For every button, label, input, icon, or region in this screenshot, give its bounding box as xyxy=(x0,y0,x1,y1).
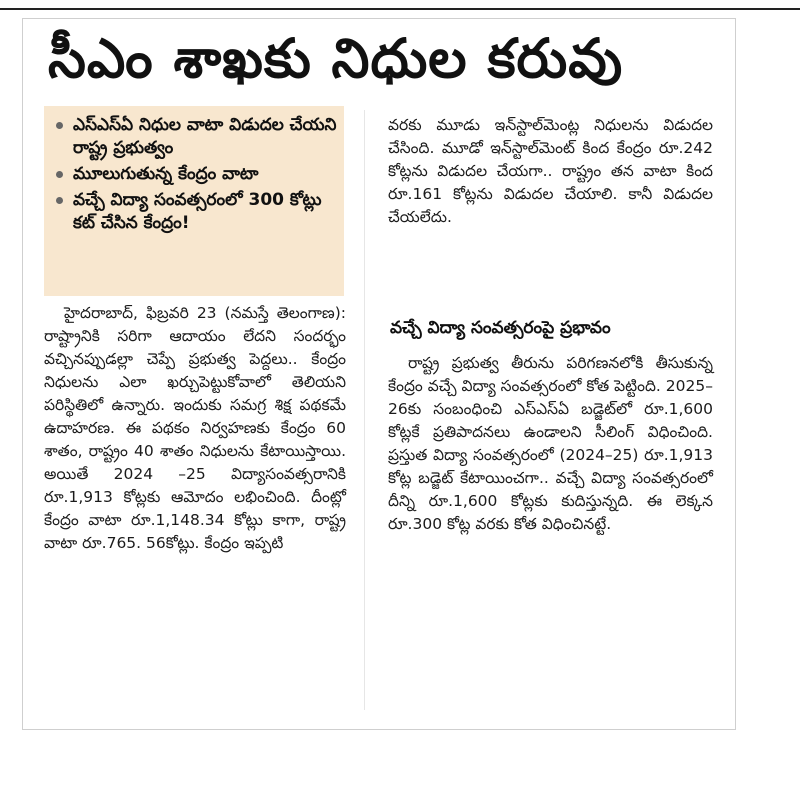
headline: సీఎం శాఖకు నిధుల కరువు xyxy=(48,27,624,90)
column-divider xyxy=(364,110,365,710)
article-column-right-top xyxy=(388,114,713,304)
bullet-icon xyxy=(56,122,63,129)
bullet-icon xyxy=(56,171,63,178)
bullet-icon xyxy=(56,197,63,204)
body-paragraph: వరకు మూడు ఇన్‌స్టాల్‌మెంట్ల నిధులను విడుదల చేసింది. మూడో ఇన్‌స్టాల్‌మెంట్ కింద కేంద్రం రూ.242 కోట్లను విడుదల చేయగా.. రాష్ట్రం తన వాటా కింద రూ.161 కోట్లను విడుదల చేయాలి. కానీ విడుదల చేయలేదు. xyxy=(388,116,713,226)
highlight-text: ఎస్ఎస్ఏ నిధుల వాటా విడుదల చేయని రాష్ట్ర ప్రభుత్వం xyxy=(73,115,337,158)
body-paragraph: హైదరాబాద్, ఫిబ్రవరి 23 (నమస్తే తెలంగాణ): రాష్ట్రానికి సరిగా ఆదాయం లేదని సందర్భం వచ్చినప్పుడల్లా చెప్పే ప్రభుత్వ పెద్దలు.. కేంద్రం నిధులను ఎలా ఖర్చుపెట్టుకోవాలో తెలియని పరిస్థితిలో ఉన్నారు. ఇందుకు సమగ్ర శిక్ష పథకమే ఉదాహరణ. ఈ పథకం నిర్వహణకు కేంద్రం 60 శాతం, రాష్ట్రం 40 శాతం నిధులను కేటాయిస్తాయి. అయితే 2024 –25 విద్యాసంవత్సరానికి రూ.1,913 కోట్లకు ఆమోదం లభించింది. దీంట్లో కేంద్రం వాటా రూ.1,148.34 కోట్లు కాగా, రాష్ట్ర వాటా రూ.765. 56కోట్లు. కేంద్రం ఇప్పటి xyxy=(44,304,346,552)
highlight-text: వచ్చే విద్యా సంవత్సరంలో 300 కోట్లు కట్ చేసిన కేంద్రం! xyxy=(73,190,322,233)
body-paragraph: రాష్ట్ర ప్రభుత్వ తీరును పరిగణనలోకి తీసుకున్న కేంద్రం వచ్చే విద్యా సంవత్సరంలో కోత పెట్టింది. 2025–26కు సంబంధించి ఎస్ఎస్ఏ బడ్జెట్‌లో రూ.1,600 కోట్లకే ప్రతిపాదనలు ఉండాలని సీలింగ్ విధించింది. ప్రస్తుత విద్యా సంవత్సరంలో (2024–25) రూ.1,913 కోట్ల బడ్జెట్ కేటాయించగా.. వచ్చే విద్యా సంవత్సరంలో దీన్ని రూ.1,600 కోట్లకు కుదిస్తున్నది. ఈ లెక్కన రూ.300 కోట్ల వరకు కోత విధించినట్టే. xyxy=(388,354,713,533)
highlight-item xyxy=(54,163,338,186)
highlights-box xyxy=(44,106,344,296)
highlight-text: మూలుగుతున్న కేంద్రం వాటా xyxy=(73,164,259,184)
article-column-left xyxy=(44,302,346,712)
top-rule xyxy=(0,8,800,10)
highlight-item xyxy=(54,189,338,235)
section-subheading: వచ్చే విద్యా సంవత్సరంపై ప్రభావం xyxy=(390,318,611,338)
highlight-item xyxy=(54,114,338,160)
article-column-right-bottom xyxy=(388,352,713,712)
